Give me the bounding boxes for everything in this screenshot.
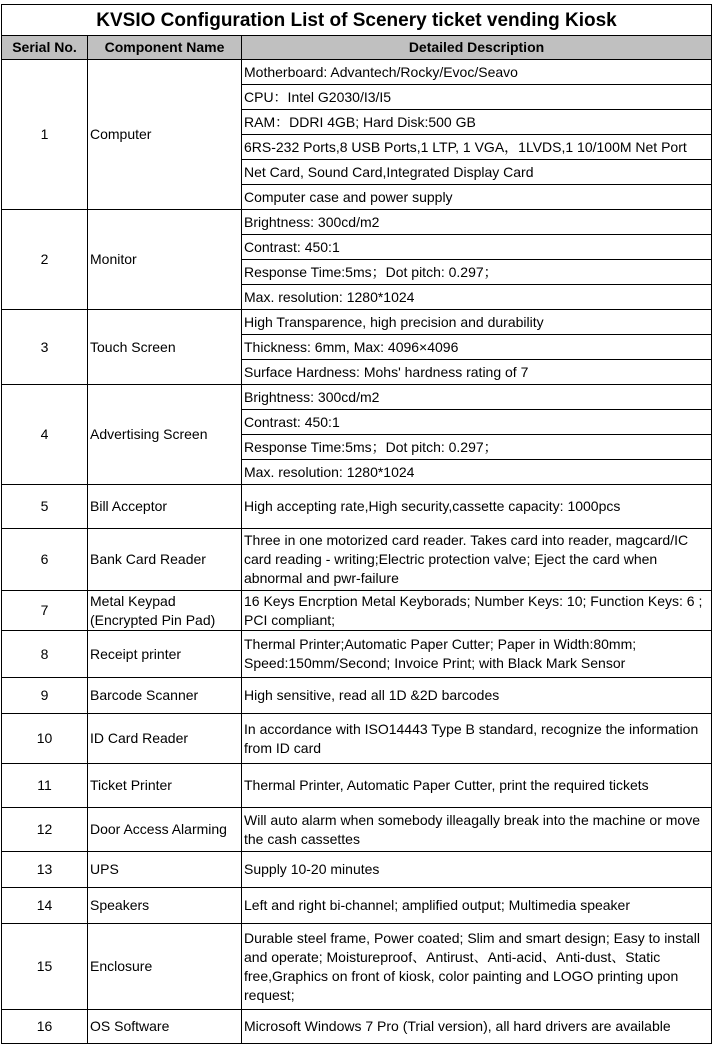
- description-cell: Left and right bi-channel; amplified output; Multimedia speaker: [242, 888, 712, 924]
- serial-cell: 14: [2, 888, 88, 924]
- description-cell: High Transparence, high precision and durability: [242, 310, 712, 335]
- description-cell: Brightness: 300cd/m2: [242, 385, 712, 410]
- description-cell: CPU：Intel G2030/I3/I5: [242, 85, 712, 110]
- serial-cell: 8: [2, 631, 88, 678]
- table-row: [2, 808, 712, 852]
- serial-cell: 6: [2, 529, 88, 591]
- description-cell: High sensitive, read all 1D &2D barcodes: [242, 678, 712, 714]
- table-row: [2, 210, 712, 235]
- component-cell: Computer: [88, 60, 242, 210]
- description-cell: Microsoft Windows 7 Pro (Trial version), all hard drivers are available: [242, 1010, 712, 1044]
- table-row: [2, 852, 712, 888]
- table-row: [2, 385, 712, 410]
- serial-cell: 12: [2, 808, 88, 852]
- table-row: [2, 678, 712, 714]
- table-row: [2, 310, 712, 335]
- description-cell: Max. resolution: 1280*1024: [242, 285, 712, 310]
- table-row: [2, 764, 712, 808]
- component-cell: UPS: [88, 852, 242, 888]
- table-row: [2, 631, 712, 678]
- configuration-table: [1, 4, 712, 1044]
- table-row: [2, 924, 712, 1010]
- serial-cell: 7: [2, 591, 88, 631]
- serial-cell: 10: [2, 714, 88, 764]
- serial-cell: 11: [2, 764, 88, 808]
- description-cell: Thermal Printer, Automatic Paper Cutter, print the required tickets: [242, 764, 712, 808]
- table-row: [2, 714, 712, 764]
- description-cell: Max. resolution: 1280*1024: [242, 460, 712, 485]
- serial-cell: 9: [2, 678, 88, 714]
- description-cell: Response Time:5ms；Dot pitch: 0.297；: [242, 435, 712, 460]
- description-cell: 16 Keys Encrption Metal Keyborads; Number Keys: 10; Function Keys: 6 ; PCI compliant;: [242, 591, 712, 631]
- header-serial: Serial No.: [2, 36, 88, 60]
- serial-cell: 15: [2, 924, 88, 1010]
- description-cell: RAM：DDRI 4GB; Hard Disk:500 GB: [242, 110, 712, 135]
- description-cell: Motherboard: Advantech/Rocky/Evoc/Seavo: [242, 60, 712, 85]
- description-cell: Computer case and power supply: [242, 185, 712, 210]
- table-title: KVSIO Configuration List of Scenery ticket vending Kiosk: [2, 5, 712, 36]
- component-cell: Advertising Screen: [88, 385, 242, 485]
- description-cell: Durable steel frame, Power coated; Slim and smart design; Easy to install and operate; Moistureproof、Antirust、Anti-acid、Anti-dust、Static free,Graphics on front of kiosk, color painting and LOGO printing upon request;: [242, 924, 712, 1010]
- component-cell: Bill Acceptor: [88, 485, 242, 529]
- component-cell: Receipt printer: [88, 631, 242, 678]
- description-cell: Net Card, Sound Card,Integrated Display Card: [242, 160, 712, 185]
- serial-cell: 16: [2, 1010, 88, 1044]
- component-cell: Touch Screen: [88, 310, 242, 385]
- table-row: [2, 888, 712, 924]
- component-cell: Monitor: [88, 210, 242, 310]
- description-cell: High accepting rate,High security,cassette capacity: 1000pcs: [242, 485, 712, 529]
- component-cell: Barcode Scanner: [88, 678, 242, 714]
- description-cell: Thickness: 6mm, Max: 4096×4096: [242, 335, 712, 360]
- description-cell: In accordance with ISO14443 Type B standard, recognize the information from ID card: [242, 714, 712, 764]
- component-cell: ID Card Reader: [88, 714, 242, 764]
- component-cell: Enclosure: [88, 924, 242, 1010]
- description-cell: Contrast: 450:1: [242, 410, 712, 435]
- serial-cell: 3: [2, 310, 88, 385]
- description-cell: Supply 10-20 minutes: [242, 852, 712, 888]
- description-cell: Surface Hardness: Mohs' hardness rating of 7: [242, 360, 712, 385]
- description-cell: Three in one motorized card reader. Takes card into reader, magcard/IC card reading - writing;Electric protection valve; Eject the card when abnormal and pwr-failure: [242, 529, 712, 591]
- component-cell: Bank Card Reader: [88, 529, 242, 591]
- component-cell: Metal Keypad (Encrypted Pin Pad): [88, 591, 242, 631]
- component-cell: Speakers: [88, 888, 242, 924]
- serial-cell: 1: [2, 60, 88, 210]
- serial-cell: 2: [2, 210, 88, 310]
- component-cell: Ticket Printer: [88, 764, 242, 808]
- description-cell: 6RS-232 Ports,8 USB Ports,1 LTP, 1 VGA，1LVDS,1 10/100M Net Port: [242, 135, 712, 160]
- component-cell: OS Software: [88, 1010, 242, 1044]
- serial-cell: 5: [2, 485, 88, 529]
- table-row: [2, 60, 712, 85]
- header-component: Component Name: [88, 36, 242, 60]
- table-row: [2, 485, 712, 529]
- table-body: [2, 60, 712, 1044]
- component-cell: Door Access Alarming: [88, 808, 242, 852]
- serial-cell: 4: [2, 385, 88, 485]
- table-row: [2, 591, 712, 631]
- table-row: [2, 529, 712, 591]
- description-cell: Response Time:5ms；Dot pitch: 0.297；: [242, 260, 712, 285]
- description-cell: Brightness: 300cd/m2: [242, 210, 712, 235]
- description-cell: Thermal Printer;Automatic Paper Cutter; Paper in Width:80mm; Speed:150mm/Second; Invoice Print; with Black Mark Sensor: [242, 631, 712, 678]
- table-row: [2, 1010, 712, 1044]
- description-cell: Will auto alarm when somebody illeagally break into the machine or move the cash cassettes: [242, 808, 712, 852]
- serial-cell: 13: [2, 852, 88, 888]
- description-cell: Contrast: 450:1: [242, 235, 712, 260]
- header-description: Detailed Description: [242, 36, 712, 60]
